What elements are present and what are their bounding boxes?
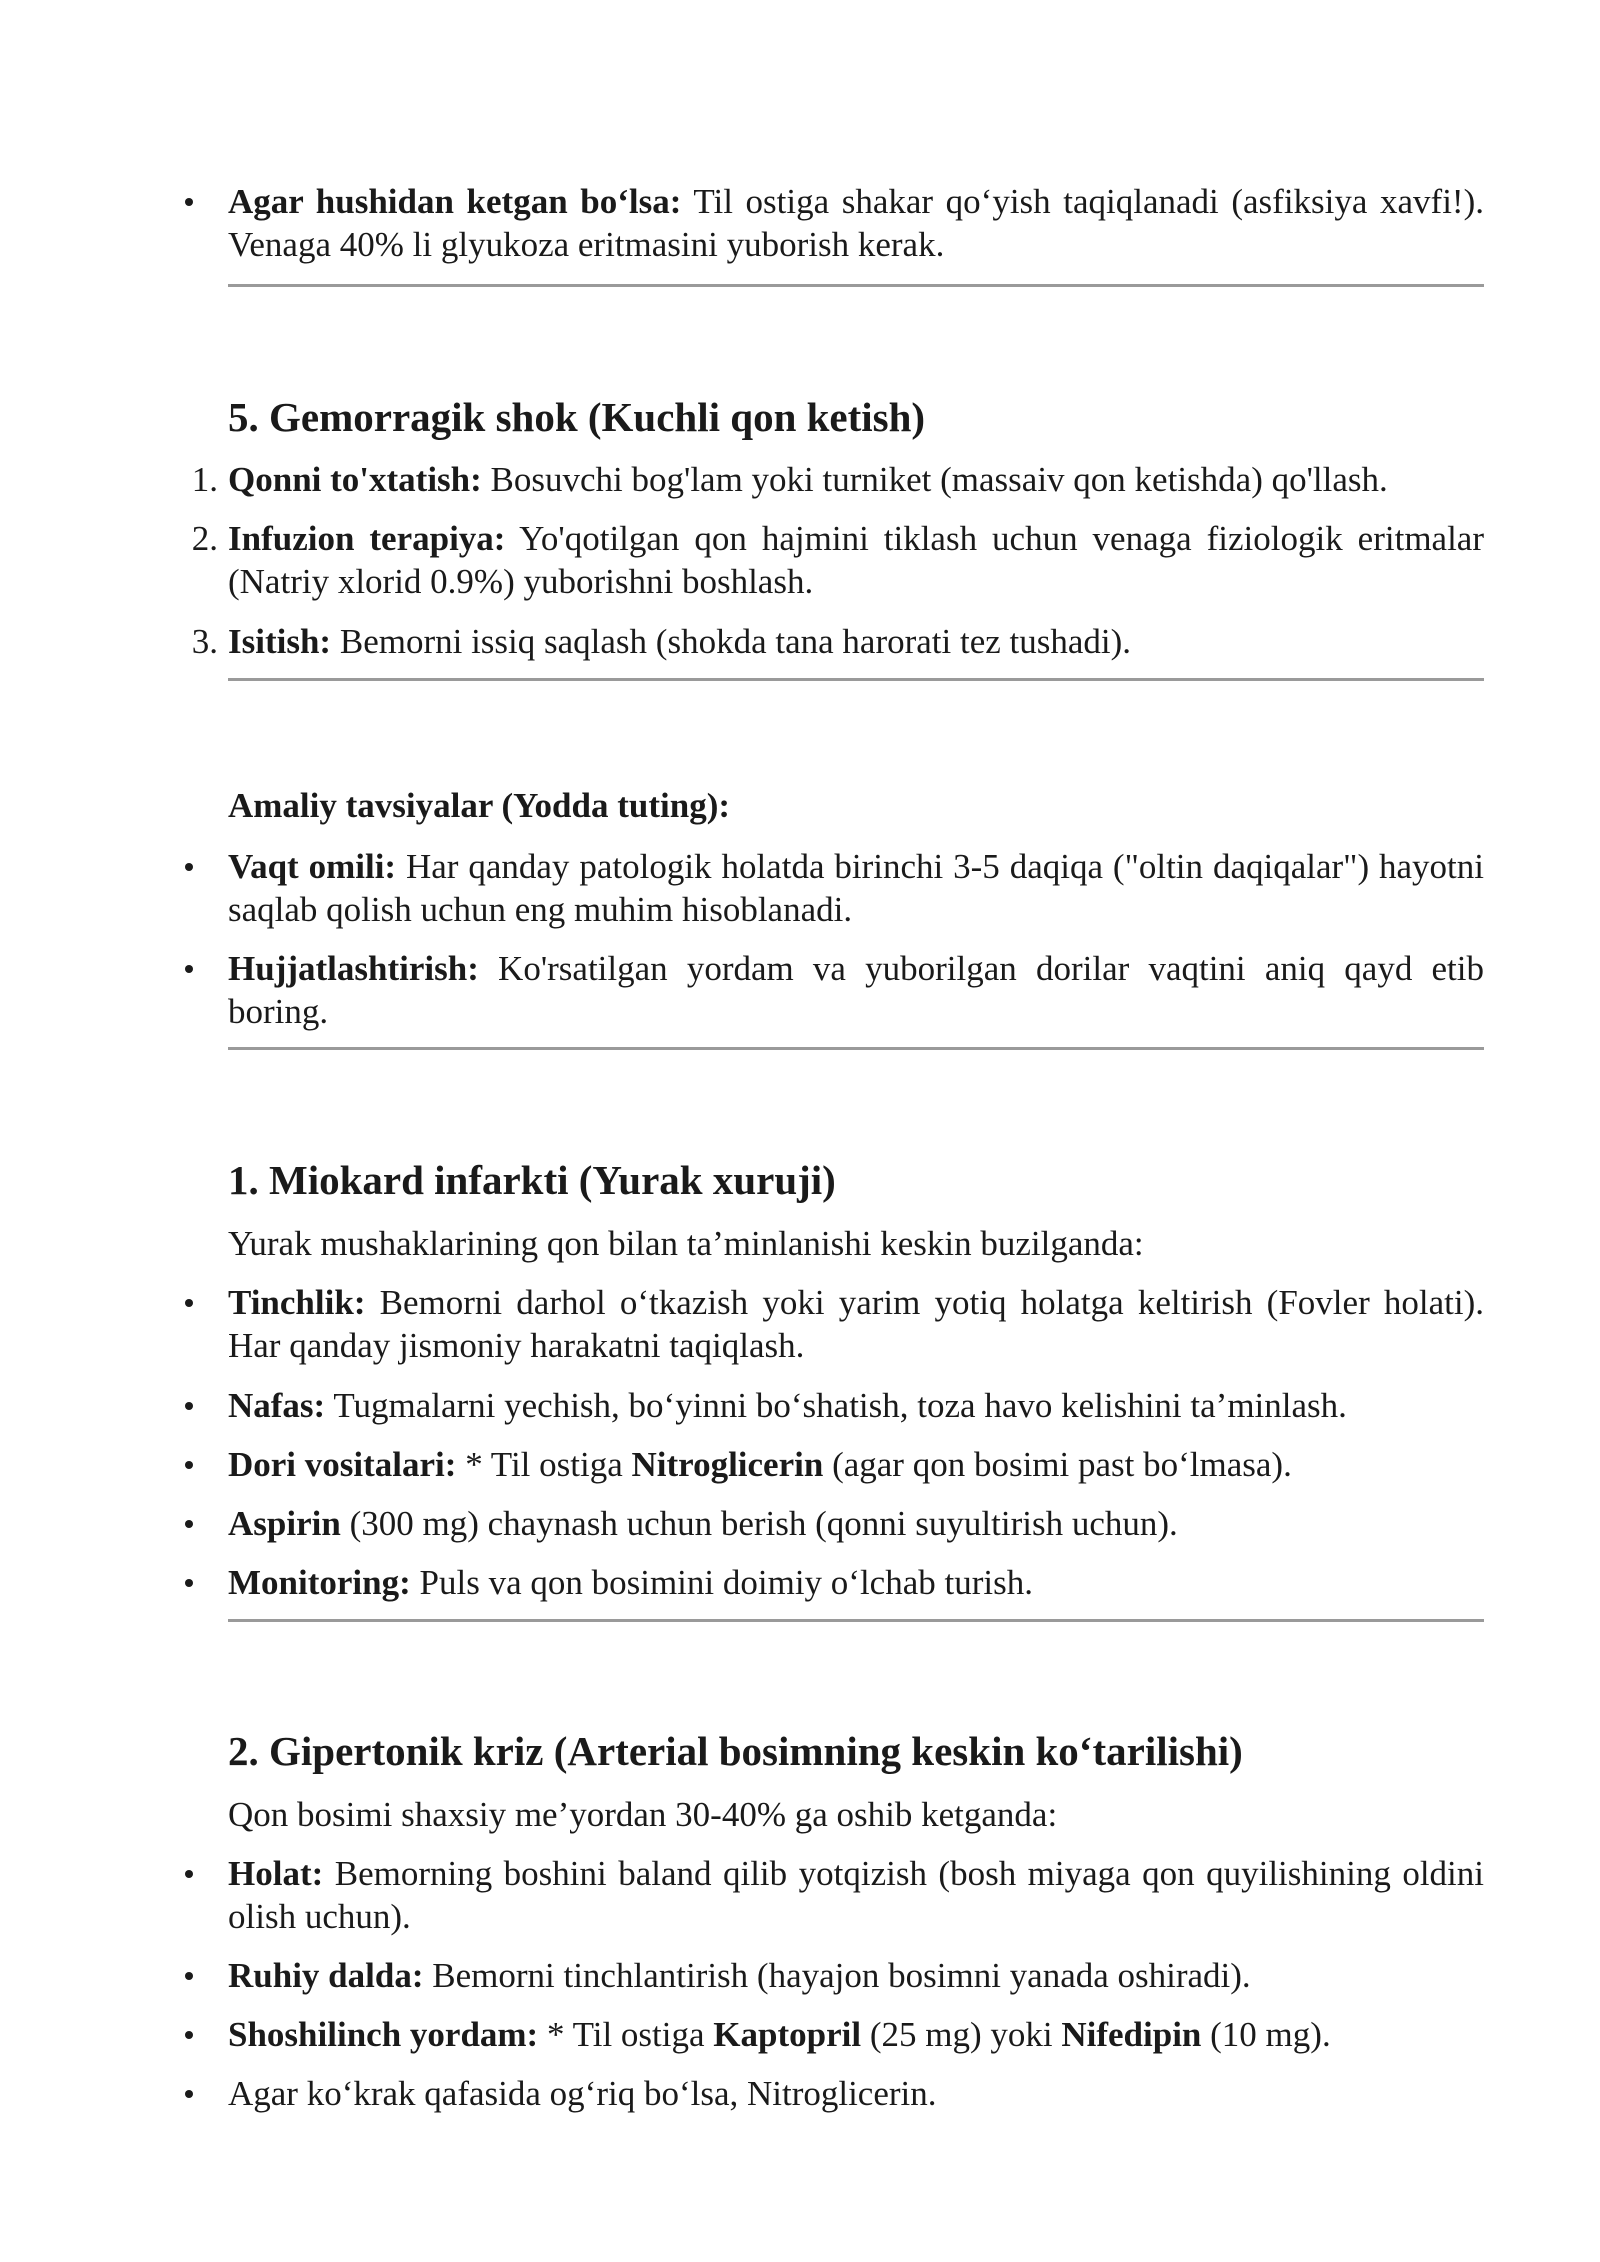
list-item: Nafas: Tugmalarni yechish, bo‘yinni bo‘shatish, toza havo kelishini ta’minlash. bbox=[228, 1384, 1484, 1427]
list-item: Agar hushidan ketgan bo‘lsa: Til ostiga shakar qo‘yish taqiqlanadi (asfiksiya xavfi!). Venaga 40% li glyukoza eritmasini yuborish kerak. bbox=[228, 180, 1484, 266]
divider bbox=[228, 1047, 1484, 1050]
list-item: Aspirin (300 mg) chaynash uchun berish (qonni suyultirish uchun). bbox=[228, 1502, 1484, 1545]
list-item: Vaqt omili: Har qanday patologik holatda birinchi 3-5 daqiqa ("oltin daqiqalar") hayotni saqlab qolish uchun eng muhim hisoblanadi. bbox=[228, 845, 1484, 931]
bullet-icon bbox=[180, 947, 200, 967]
bullet-icon bbox=[180, 1502, 200, 1522]
bullet-icon bbox=[180, 845, 200, 865]
divider bbox=[228, 284, 1484, 287]
bullet-icon bbox=[180, 1384, 200, 1404]
divider bbox=[228, 1619, 1484, 1622]
section-title: 1. Miokard infarkti (Yurak xuruji) bbox=[228, 1157, 836, 1203]
list-item: Agar ko‘krak qafasida og‘riq bo‘lsa, Nitroglicerin. bbox=[228, 2072, 1484, 2115]
list-item: 1. Qonni to'xtatish: Bosuvchi bog'lam yoki turniket (massaiv qon ketishda) qo'llash. bbox=[191, 460, 1388, 499]
list-item: Ruhiy dalda: Bemorni tinchlantirish (hayajon bosimni yanada oshiradi). bbox=[228, 1954, 1484, 1997]
bullet-icon bbox=[180, 1561, 200, 1581]
bullet-icon bbox=[180, 1281, 200, 1301]
bullet-icon bbox=[180, 1443, 200, 1463]
section-subtitle: Amaliy tavsiyalar (Yodda tuting): bbox=[228, 786, 731, 825]
bullet-icon bbox=[180, 2072, 200, 2092]
list-item: Dori vositalari: * Til ostiga Nitroglicerin (agar qon bosimi past bo‘lmasa). bbox=[228, 1443, 1484, 1486]
section-title: 5. Gemorragik shok (Kuchli qon ketish) bbox=[228, 394, 926, 440]
section-title: 2. Gipertonik kriz (Arterial bosimning keskin ko‘tarilishi) bbox=[228, 1728, 1243, 1774]
list-item: 3. Isitish: Bemorni issiq saqlash (shokda tana harorati tez tushadi). bbox=[191, 622, 1132, 661]
list-item: 2. Infuzion terapiya: Yo'qotilgan qon hajmini tiklash uchun venaga fiziologik eritmalar (Natriy xlorid 0.9%) yuborishni boshlash. bbox=[191, 519, 1484, 601]
bullet-icon bbox=[180, 180, 200, 200]
bullet-icon bbox=[180, 2013, 200, 2033]
section-intro: Qon bosimi shaxsiy me’yordan 30-40% ga oshib ketganda: bbox=[228, 1795, 1058, 1834]
bullet-icon bbox=[180, 1852, 200, 1872]
list-item: Monitoring: Puls va qon bosimini doimiy o‘lchab turish. bbox=[228, 1561, 1484, 1604]
list-item: Shoshilinch yordam: * Til ostiga Kaptopril (25 mg) yoki Nifedipin (10 mg). bbox=[228, 2013, 1484, 2056]
list-item: Tinchlik: Bemorni darhol o‘tkazish yoki yarim yotiq holatga keltirish (Fovler holati). Har qanday jismoniy harakatni taqiqlash. bbox=[228, 1281, 1484, 1367]
bullet-icon bbox=[180, 1954, 200, 1974]
list-item: Holat: Bemorning boshini baland qilib yotqizish (bosh miyaga qon quyilishining oldini olish uchun). bbox=[228, 1852, 1484, 1938]
divider bbox=[228, 678, 1484, 681]
list-item: Hujjatlashtirish: Ko'rsatilgan yordam va yuborilgan dorilar vaqtini aniq qayd etib boring. bbox=[228, 947, 1484, 1033]
section-intro: Yurak mushaklarining qon bilan ta’minlanishi keskin buzilganda: bbox=[228, 1224, 1144, 1263]
